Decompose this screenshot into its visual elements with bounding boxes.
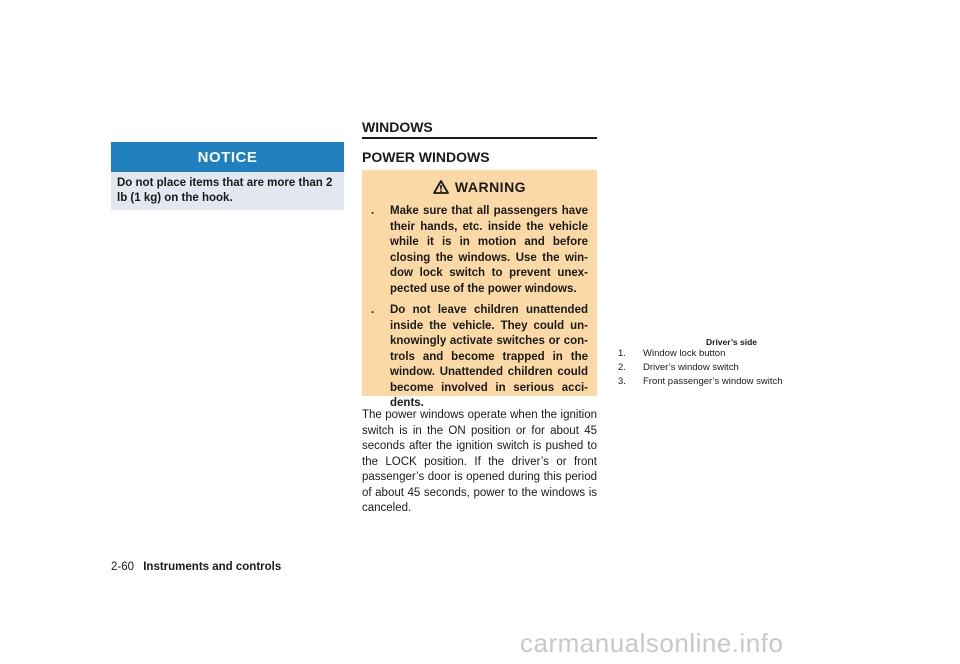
legend-label: Front passenger’s window switch bbox=[643, 376, 783, 387]
bullet: . bbox=[371, 304, 375, 316]
warning-item bbox=[362, 204, 597, 297]
bullet: . bbox=[371, 205, 375, 217]
notice-text: Do not place items that are more than 2 lb (1 kg) on the hook. bbox=[111, 172, 344, 210]
legend-number: 3. bbox=[618, 376, 626, 387]
warning-item-text: Make sure that all passengers have their hands, etc. inside the vehicle while it is in motion and before closing the windows. Use the win-dow lock switch to prevent unex-pected use of the power windows. bbox=[390, 205, 588, 295]
legend-item bbox=[618, 375, 783, 389]
figure-legend bbox=[618, 347, 783, 389]
legend-label: Driver’s window switch bbox=[643, 362, 739, 373]
warning-title: WARNING bbox=[454, 179, 527, 195]
watermark: carmanualsonline.info bbox=[520, 628, 784, 658]
legend-number: 2. bbox=[618, 362, 626, 373]
figure-caption: Driver’s side bbox=[706, 337, 758, 347]
subsection-title: POWER WINDOWS bbox=[362, 149, 490, 165]
body-paragraph: The power windows operate when the ignition switch is in the ON position or for about 45 seconds after the ignition switch is pushed to the LOCK position. If the driver’s or front passenger’s door is opened during this period of about 45 seconds, power to the windows is canceled. bbox=[362, 409, 597, 514]
notice-box bbox=[111, 142, 344, 210]
page-number: 2-60 bbox=[111, 561, 135, 573]
section-divider bbox=[362, 137, 597, 139]
section-title: WINDOWS bbox=[362, 119, 433, 135]
warning-header bbox=[362, 170, 597, 204]
warning-item bbox=[362, 303, 597, 412]
notice-title: NOTICE bbox=[111, 142, 344, 172]
legend-number: 1. bbox=[618, 348, 626, 359]
legend-item bbox=[618, 361, 783, 375]
warning-box bbox=[362, 170, 597, 409]
page-footer bbox=[111, 561, 281, 573]
warning-item-text: Do not leave children unattended inside the vehicle. They could un-knowingly activate switches or con-trols and become trapped in the window. Unattended children could become involved in serious acci-dents. bbox=[390, 304, 588, 409]
legend-item bbox=[618, 347, 783, 361]
legend-label: Window lock button bbox=[643, 348, 726, 359]
chapter-title: Instruments and controls bbox=[143, 561, 282, 573]
warning-triangle-icon bbox=[433, 180, 449, 194]
